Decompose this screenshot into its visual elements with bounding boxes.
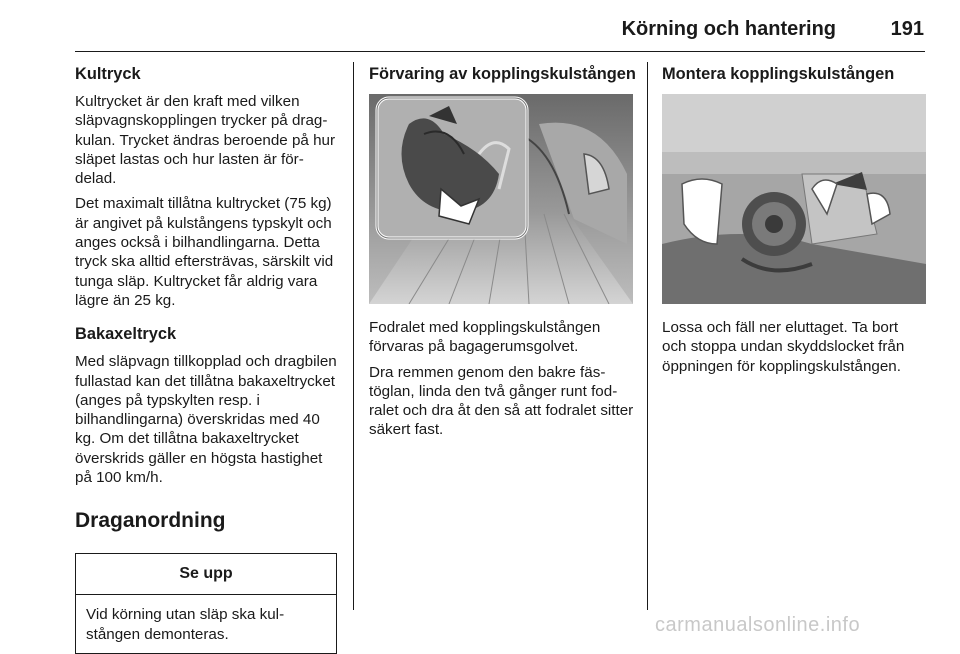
mount-paragraph-1: Lossa och fäll ner eluttaget. Ta bort och stoppa undan skyddslocket från öppningen för kopplingskulstången. — [662, 319, 905, 375]
storage-heading: Förvaring av kopplingskulstången — [369, 65, 636, 83]
storage-paragraph-2: Dra remmen genom den bakre fästöglan, linda den två gånger runt fodralet och dra åt den så att fodralet sitter säkert fast. — [369, 363, 634, 439]
kultryck-paragraph-2: Det maximalt tillåtna kultrycket (75 kg) är angivet på kulstångens typskylt och anges också i bilhandlingarna. Detta tryck ska alltid eftersträvas, särskilt vid tunga släp. Kultrycket får aldrig vara lägre än 25 kg. — [75, 195, 334, 309]
draganordning-heading: Draganordning — [75, 509, 226, 533]
column-divider-2 — [647, 62, 648, 610]
column-2 — [369, 62, 634, 446]
caution-box — [75, 553, 337, 654]
column-divider-1 — [353, 62, 354, 610]
caution-text: Vid körning utan släp ska kulstången demonteras. — [86, 606, 285, 643]
page-number: 191 — [890, 18, 924, 40]
bakaxeltryck-heading: Bakaxeltryck — [75, 325, 177, 344]
kultryck-heading: Kultryck — [75, 65, 141, 83]
trunk-storage-illustration — [369, 94, 633, 304]
column-1 — [75, 62, 340, 654]
column-3 — [662, 62, 926, 382]
header-rule — [75, 51, 925, 52]
caution-title: Se upp — [76, 554, 336, 595]
bakaxeltryck-paragraph: Med släpvagn tillkopplad och dragbilen fullastad kan det tillåtna bakaxeltrycket (anges på typskylten resp. i bilhandlingarna) överskridas med 40 kg. Om det tillåtna bakaxeltrycket överskrids gäller en högsta hastighet på 100 km/h. — [75, 353, 337, 487]
tow-socket-illustration — [662, 94, 926, 304]
kultryck-paragraph-1: Kultrycket är den kraft med vilken släpvagnskopplingen trycker på dragkulan. Trycket ändras beroende på hur släpet lastas och hur lasten är fördelad. — [75, 93, 336, 188]
mount-heading: Montera kopplingskulstången — [662, 65, 895, 83]
watermark: carmanualsonline.info — [655, 614, 861, 636]
running-head: Körning och hantering — [621, 18, 836, 40]
storage-paragraph-1: Fodralet med kopplingskulstången förvaras på bagagerumsgolvet. — [369, 319, 601, 356]
